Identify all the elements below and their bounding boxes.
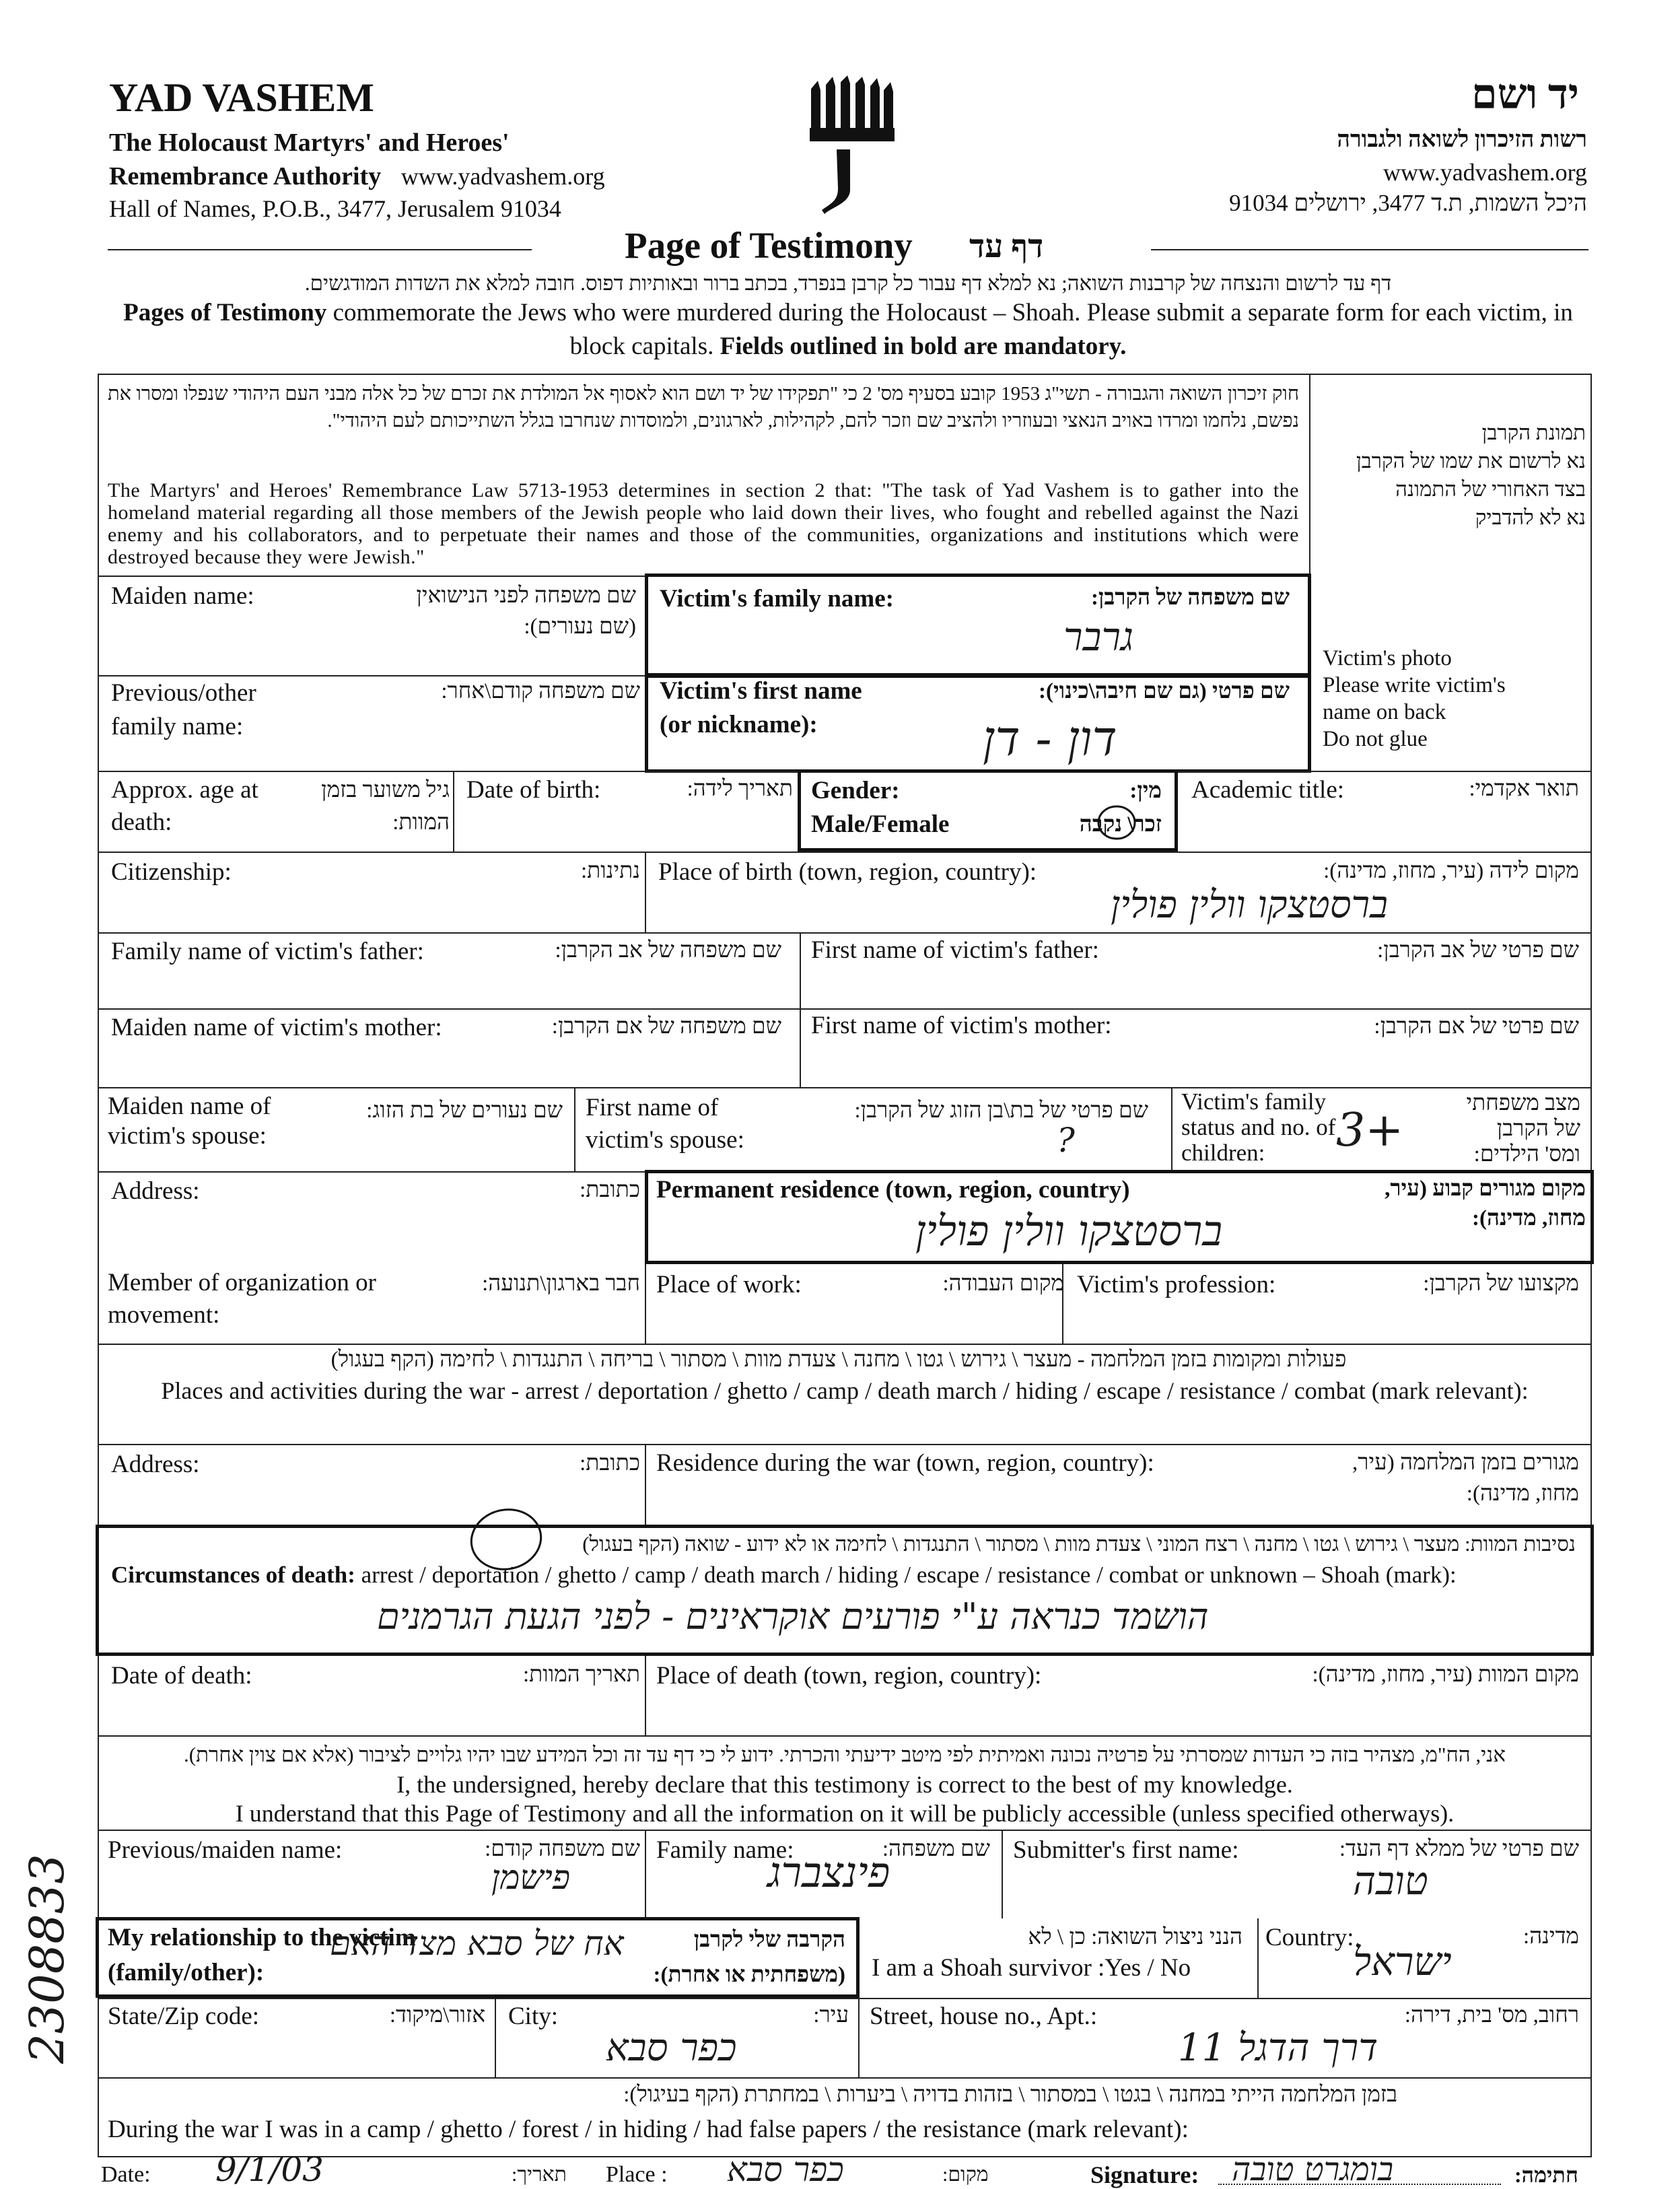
footer-place-label: Place : — [606, 2162, 668, 2187]
victim-family-name-value[interactable]: גרבר — [1063, 614, 1134, 660]
survivor-label[interactable]: I am a Shoah survivor :Yes / No — [872, 1954, 1191, 1982]
place-of-birth-label: Place of birth (town, region, country): — [658, 858, 1037, 886]
country-label-he: מדינה: — [1523, 1924, 1579, 1949]
date-of-death-label: Date of death: — [111, 1662, 252, 1690]
address-en: Hall of Names, P.O.B., 3477, Jerusalem 91034 — [109, 195, 561, 222]
website-he[interactable]: www.yadvashem.org — [1383, 159, 1587, 186]
rule — [645, 1444, 646, 1525]
relationship-label-he-line: הקרבה שלי לקרבן — [693, 1928, 845, 1952]
circumstances-label-he-text: נסיבות המוות: מעצר \ גירוש \ גטו \ מחנה \ רצח המוני \ צעדת מוות \ מסתור \ התנגדות \ לחימה או לא ידוע - שואה (הקף בעגול) — [582, 1532, 1576, 1556]
submitter-family-name-label-he: שם משפחה: — [882, 1837, 990, 1861]
father-first-name-label-he: שם פרטי של אב הקרבן: — [1377, 938, 1579, 963]
victim-first-name-text: Victim's first name (or nickname): — [660, 677, 862, 738]
country-value[interactable]: ישראל — [1353, 1939, 1452, 1984]
org-name-en: YAD VASHEM — [109, 75, 375, 120]
street-label-he: רחוב, מס' בית, דירה: — [1404, 2003, 1579, 2027]
submitter-family-name-label: Family name: — [656, 1836, 794, 1864]
logo-flames — [810, 75, 895, 141]
spouse-maiden-name-label: Maiden name of victim's spouse: — [108, 1092, 271, 1150]
address-label: Address: — [111, 1177, 200, 1205]
yad-vashem-logo — [804, 75, 899, 217]
submitter-family-name-value[interactable]: פינצברג — [767, 1848, 890, 1897]
photo-en-line: Please write victim's — [1323, 673, 1506, 697]
war-residence-label-he: מגורים בזמן המלחמה (עיר, מחוז, מדינה): — [1352, 1451, 1579, 1506]
footer-date-label: Date: — [101, 2162, 151, 2187]
shoah-circle[interactable] — [466, 1502, 547, 1576]
declaration-en-line1: I, the undersigned, hereby declare that this testimony is correct to the best of my knowledge. — [396, 1771, 1293, 1798]
rule — [98, 1830, 1592, 1831]
footer-signature-label-he: חתימה: — [1514, 2163, 1578, 2187]
family-status-value[interactable]: 3+ — [1336, 1104, 1404, 1157]
rule — [98, 1998, 1592, 1999]
victim-first-name-value[interactable]: דון - דן — [983, 710, 1117, 767]
declaration-en-line2: I understand that this Page of Testimony and all the information on it will be publicly accessible (unless specified otherways). — [235, 1800, 1455, 1827]
spouse-first-name-value[interactable]: ? — [1057, 1121, 1075, 1160]
authority-line2 — [109, 160, 605, 193]
gender-label-he-line: מין: — [1129, 779, 1162, 803]
rule — [98, 2077, 1592, 2079]
approx-age-label: Approx. age at death: — [111, 776, 258, 836]
signature-line — [1218, 2184, 1501, 2185]
rule — [645, 852, 646, 932]
address-he: היכל השמות, ת.ד 3477, ירושלים 91034 — [1229, 190, 1587, 216]
submitter-prev-name-value[interactable]: פישמן — [491, 1858, 571, 1897]
date-of-death-label-he: תאריך המוות: — [523, 1663, 640, 1687]
rule — [98, 1444, 1592, 1445]
footer-date-value[interactable]: 9/1/03 — [215, 2150, 324, 2189]
relationship-label-he-line: (משפחתית או אחרת): — [653, 1963, 845, 1987]
victim-family-name-label: Victim's family name: — [660, 585, 894, 613]
rule — [800, 932, 801, 1087]
gender-label-line: Gender: — [811, 777, 900, 804]
rule — [645, 1264, 646, 1344]
intro-en-bold: Fields outlined in bold are mandatory. — [720, 333, 1127, 360]
org-name-he: יד ושם — [1471, 72, 1579, 118]
city-value[interactable]: כפר סבא — [606, 2026, 737, 2070]
mother-maiden-name-label-he: שם משפחה של אם הקרבן: — [551, 1014, 781, 1039]
war-residence-label: Residence during the war (town, region, country): — [656, 1449, 1154, 1477]
maiden-name-label: Maiden name: — [111, 582, 254, 610]
footer-date-label-he: תאריך: — [512, 2163, 567, 2186]
spouse-first-name-label: First name of victim's spouse: — [586, 1094, 744, 1154]
previous-family-name-text: Previous/other family name: — [111, 679, 256, 740]
logo-lamed — [822, 149, 850, 214]
relationship-value[interactable]: אח של סבא מצד האם — [330, 1924, 624, 1963]
relationship-label-line: (family/other): — [108, 1959, 265, 1986]
member-org-label-he: חבר בארגון\תנועה: — [482, 1272, 640, 1296]
place-of-birth-value[interactable]: ברסטצקו וולין פולין — [1111, 883, 1389, 927]
gender-label-line: Male/Female — [811, 810, 950, 838]
rule — [1002, 1830, 1003, 1918]
gender-label-he-line: זכר\ נקבה — [1079, 812, 1162, 837]
rule — [645, 1656, 646, 1735]
father-family-name-label: Family name of victim's father: — [111, 938, 424, 965]
footer-place-label-he: מקום: — [942, 2163, 989, 2186]
war-address-label-he: כתובת: — [580, 1451, 640, 1475]
circumstances-label — [111, 1559, 1585, 1591]
circumstances-label-he — [108, 1529, 1576, 1559]
permanent-residence-label: Permanent residence (town, region, country) — [656, 1176, 1130, 1204]
rule — [1257, 1918, 1259, 1998]
intro-en-lead: Pages of Testimony — [123, 299, 327, 326]
margin-number: 2308833 — [20, 1854, 75, 2064]
submitter-prev-name-label: Previous/maiden name: — [108, 1836, 343, 1864]
photo-he-line: תמונת הקרבן — [1481, 421, 1586, 444]
address-label-he: כתובת: — [580, 1178, 640, 1202]
profession-label-he: מקצועו של הקרבן: — [1423, 1272, 1579, 1296]
place-of-death-label-he: מקום המוות (עיר, מחוז, מדינה): — [1312, 1663, 1579, 1687]
place-of-work-label: Place of work: — [656, 1271, 802, 1298]
family-status-label-he: מצב משפחתי של הקרבן ומס' הילדים: — [1466, 1091, 1580, 1167]
father-first-name-label: First name of victim's father: — [811, 936, 1099, 964]
declaration-he: אני, הח"מ, מצהיר בזה כי העדות שמסרתי על פרטיה נכונה ואמיתית לפי מיטב ידיעתי והכרתי. ידוע לי כי דף עד זה וכל המידע שבו יהיו גלויים לציבור (אלא אם צוין אחרת). — [184, 1743, 1506, 1766]
rule — [98, 1735, 1592, 1737]
photo-he-line: נא לרשום את שמו של הקרבן — [1356, 449, 1586, 473]
footer-place-value[interactable]: כפר סבא — [727, 2150, 844, 2189]
gender-label — [811, 774, 949, 841]
footer-signature-label: Signature: — [1090, 2161, 1199, 2188]
circumstances-value[interactable]: הושמד כנראה ע"י פורעים אוקראינים - לפני הגעת הגרמנים — [377, 1595, 1209, 1638]
authority-line1: The Holocaust Martyrs' and Heroes' — [109, 129, 510, 157]
place-of-death-label: Place of death (town, region, country): — [656, 1662, 1042, 1690]
approx-age-label-he: גיל משוער בזמן המוות: — [321, 778, 450, 835]
street-value[interactable]: דרך הדגל 11 — [1178, 2026, 1378, 2070]
photo-instructions-en — [1323, 645, 1506, 753]
war-location-label-he: בזמן המלחמה הייתי במחנה \ בגטו \ במסתור \ בזהות בדויה \ ביערות \ במחתרת (הקף בעיגול): — [623, 2083, 1397, 2107]
spouse-first-name-label-he: שם פרטי של בת\בן הזוג של הקרבן: — [854, 1099, 1148, 1123]
law-text-he: חוק זיכרון השואה והגבורה - תשי"ג 1953 קובע בסעיף מס' 2 כי "תפקידו של יד ושם הוא לאסוף אל המולדת את זכרם של כל אלה מבני העם היהודי שנפלו ומסרו את נפשם, נלחמו ומרדו באויב הנאצי ובעוזריו ולהציב שם וזכר להם, לקהילות, לארגונים, ולמוסדות שנחרבו בגלל השתייכותם לעם היהודי". — [108, 383, 1299, 431]
title-rule-left — [108, 249, 532, 250]
mother-maiden-name-label: Maiden name of victim's mother: — [111, 1014, 442, 1041]
state-zip-label-he: אזור\מיקוד: — [389, 2003, 485, 2027]
photo-en-line: Victim's photo — [1323, 646, 1452, 670]
previous-family-name-label — [111, 676, 293, 744]
photo-he-line: נא לא להדביק — [1475, 506, 1586, 529]
rule — [645, 1830, 646, 1918]
member-org-label: Member of organization or movement: — [108, 1269, 376, 1329]
mother-first-name-label-he: שם פרטי של אם הקרבן: — [1374, 1014, 1579, 1039]
gender-male-circle[interactable] — [1096, 804, 1138, 841]
page-title-he: דף עד — [969, 229, 1044, 265]
relationship-label-line: My relationship to the victim — [108, 1924, 416, 1951]
citizenship-label-he: נתינות: — [581, 859, 640, 883]
rule — [453, 771, 454, 852]
intro-en — [114, 296, 1582, 363]
spouse-maiden-name-label-he: שם נעורים של בת הזוג: — [366, 1099, 563, 1123]
intro-he: דף עד לרשום והנצחה של קרבנות השואה; נא למלא דף עבור כל קרבן בנפרד, בכתב ברור ובאותיות דפוס. חובה למלא את השדות המודגשים. — [304, 271, 1392, 295]
page-title: Page of Testimony — [625, 225, 913, 266]
academic-title-label-he: תואר אקדמי: — [1469, 777, 1579, 801]
circumstances-label-bold: Circumstances of death: — [111, 1562, 355, 1588]
permanent-residence-label-he: מקום מגורים קבוע (עיר, מחוז, מדינה): — [1385, 1177, 1586, 1230]
authority-line2-text: Remembrance Authority — [109, 162, 382, 190]
survivor-label-he: הנני ניצול השואה: כן \ לא — [1028, 1925, 1242, 1949]
rule — [1062, 1264, 1063, 1344]
title-rule-right — [1151, 249, 1588, 250]
city-label: City: — [508, 2003, 559, 2030]
war-location-label: During the war I was in a camp / ghetto / forest / in hiding / had false papers / the resistance (mark relevant): — [108, 2116, 1189, 2143]
rule — [98, 1087, 1592, 1088]
rule — [98, 932, 1592, 934]
photo-en-line: name on back — [1323, 700, 1446, 724]
submitter-prev-name-label-he: שם משפחה קודם: — [485, 1837, 640, 1861]
rule — [1171, 1087, 1172, 1171]
photo-instructions-he — [1317, 419, 1586, 532]
website-en[interactable]: www.yadvashem.org — [400, 163, 605, 190]
profession-label: Victim's profession: — [1077, 1271, 1276, 1298]
street-label: Street, house no., Apt.: — [870, 2003, 1098, 2030]
father-family-name-label-he: שם משפחה של אב הקרבן: — [555, 938, 781, 963]
war-activities-label: Places and activities during the war - arrest / deportation / ghetto / camp / death march / hiding / escape / resistance / combat (mark relevant): — [161, 1377, 1529, 1404]
family-status-label: Victim's family status and no. of children: — [1181, 1088, 1336, 1166]
previous-family-name-label-he: שם משפחה קודם\אחר: — [441, 679, 640, 703]
photo-en-line: Do not glue — [1323, 727, 1428, 751]
intro-en-rest: commemorate the Jews who were murdered during the Holocaust – Shoah. Please submit a separate form for each victim, in block capitals. — [326, 299, 1573, 360]
academic-title-label: Academic title: — [1191, 776, 1345, 804]
state-zip-label: State/Zip code: — [108, 2003, 260, 2030]
rule — [98, 852, 1592, 853]
authority-he: רשות הזיכרון לשואה ולגבורה — [1337, 127, 1587, 152]
place-of-work-label-he: מקום העבודה: — [942, 1272, 1064, 1296]
war-address-label: Address: — [111, 1451, 200, 1478]
citizenship-label: Citizenship: — [111, 858, 232, 886]
maiden-name-label-he: שם משפחה לפני הנישואין (שם נעורים): — [416, 584, 636, 639]
date-of-birth-label-he: תאריך לידה: — [687, 777, 793, 801]
relationship-label-he — [654, 1922, 845, 1992]
photo-he-line: בצד האחורי של התמונה — [1395, 477, 1586, 501]
victim-first-name-label-he: שם פרטי (גם שם חיבה\כינוי): — [1039, 679, 1290, 703]
victim-first-name-label — [660, 674, 882, 742]
submitter-first-name-label: Submitter's first name: — [1013, 1836, 1239, 1864]
rule — [574, 1087, 575, 1171]
country-label: Country: — [1265, 1924, 1354, 1951]
date-of-birth-label: Date of birth: — [466, 776, 601, 804]
place-of-birth-label-he: מקום לידה (עיר, מחוז, מדינה): — [1323, 859, 1579, 883]
footer-signature-value[interactable]: בומגרט טובה — [1232, 2151, 1394, 2188]
submitter-first-name-value[interactable]: טובה — [1353, 1858, 1428, 1904]
circumstances-label-rest: arrest / deportation / ghetto / camp / death march / hiding / escape / resistance / combat or unknown – Shoah (mark): — [355, 1562, 1457, 1588]
rule — [495, 1998, 496, 2077]
law-text-en: The Martyrs' and Heroes' Remembrance Law 5713-1953 determines in section 2 that: "The task of Yad Vashem is to gather into the homeland material regarding all those members of the Jewish people who laid down their lives, who fought and rebelled against the Nazi enemy and his collaborators, and to perpetuate their names and those of the communities, organizations and institutions which were destroyed because they were Jewish." — [108, 479, 1299, 568]
mother-first-name-label: First name of victim's mother: — [811, 1012, 1112, 1039]
city-label-he: עיר: — [813, 2003, 849, 2027]
war-activities-label-he: פעולות ומקומות בזמן המלחמה - מעצר \ גירוש \ גטו \ מחנה \ צעדת מוות \ מסתור \ בריחה \ התנגדות \ לחימה (הקף בעגול) — [330, 1348, 1347, 1372]
submitter-first-name-label-he: שם פרטי של ממלא דף העד: — [1339, 1837, 1579, 1861]
permanent-residence-value[interactable]: ברסטצקו וולין פולין — [915, 1206, 1223, 1255]
victim-family-name-label-he: שם משפחה של הקרבן: — [1090, 586, 1290, 610]
rule — [858, 1998, 860, 2077]
